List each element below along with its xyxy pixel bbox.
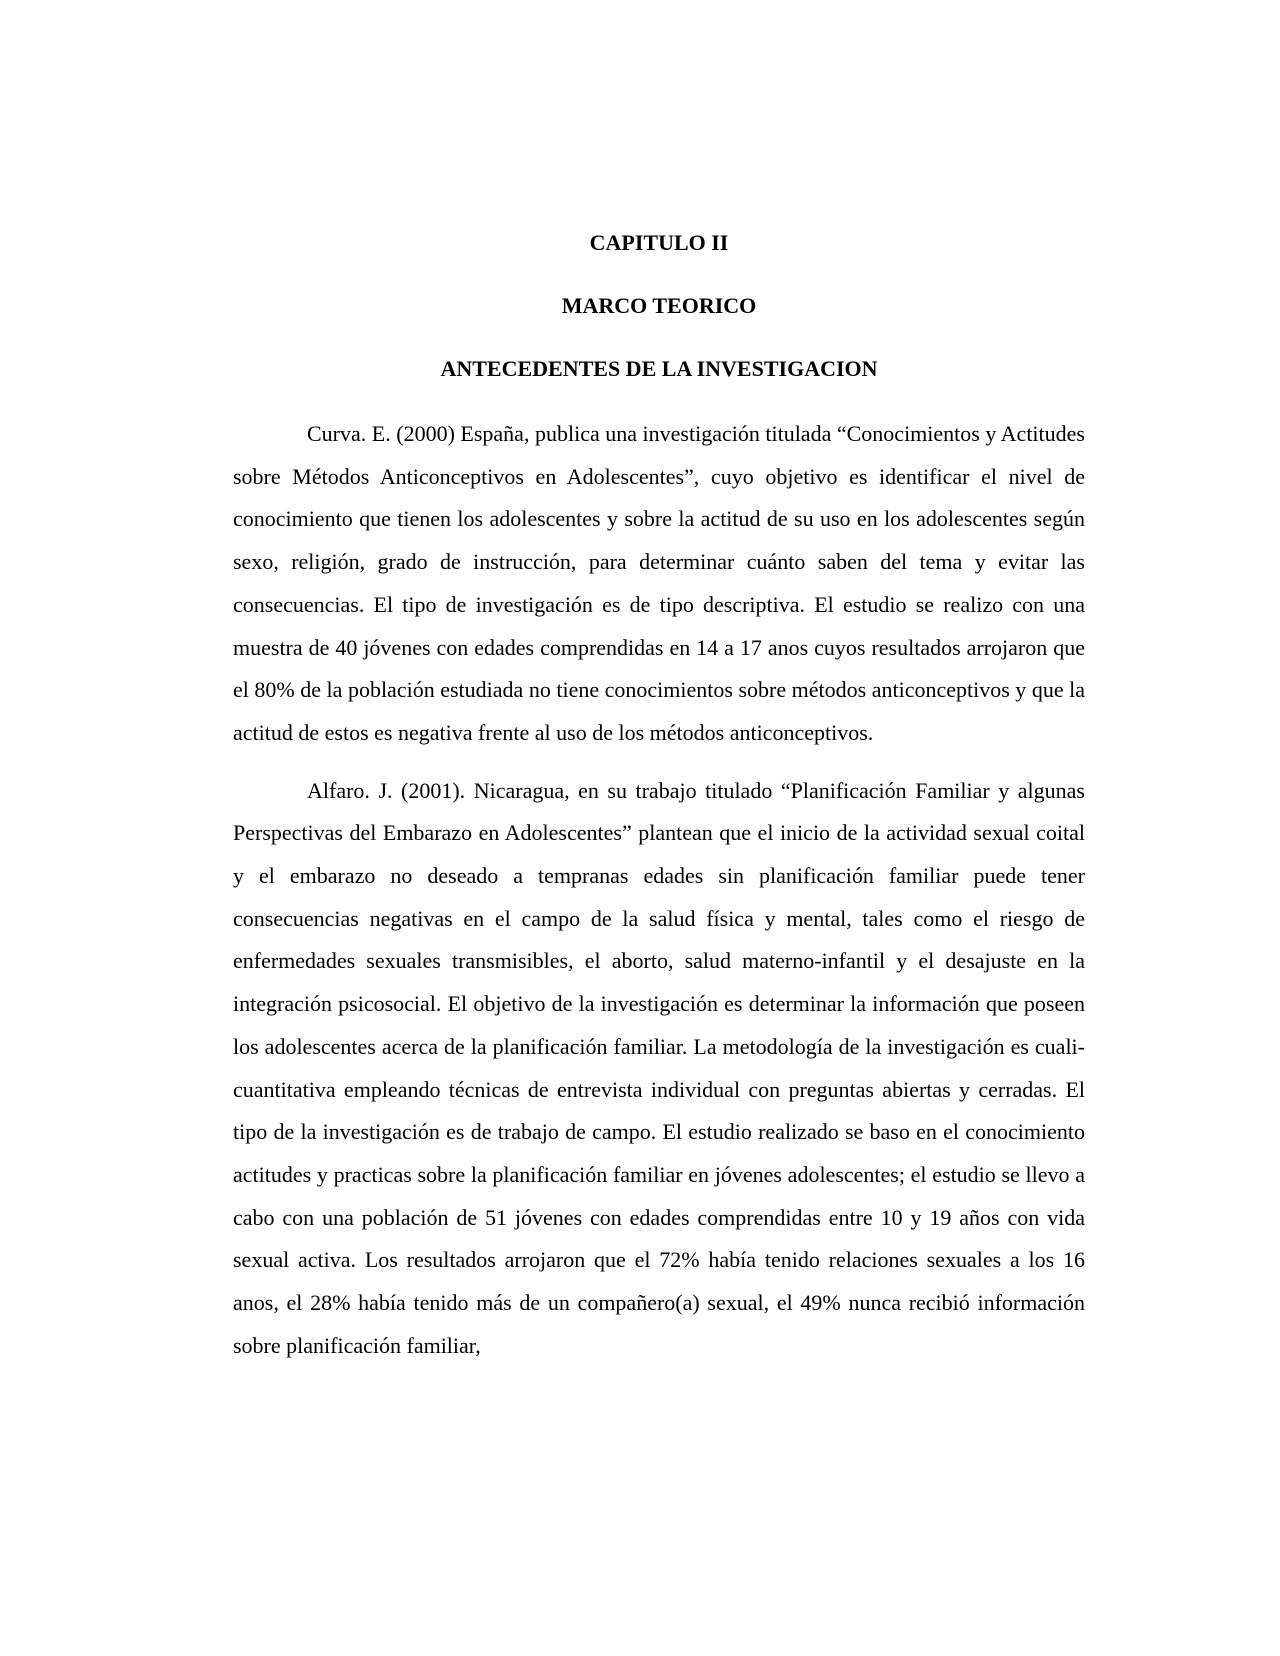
paragraph-alfaro: Alfaro. J. (2001). Nicaragua, en su trabajo titulado “Planificación Familiar y algunas Perspectivas del Embarazo en Adolescentes” plantean que el inicio de la actividad sexual coital y el embarazo no deseado a tempranas edades sin planificación familiar puede tener consecuencias negativas en el campo de la salud física y mental, tales como el riesgo de enfermedades sexuales transmisibles, el aborto, salud materno-infantil y el desajuste en la integración psicosocial. El objetivo de la investigación es determinar la información que poseen los adolescentes acerca de la planificación familiar. La metodología de la investigación es cuali-cuantitativa empleando técnicas de entrevista individual con preguntas abiertas y cerradas. El tipo de la investigación es de trabajo de campo. El estudio realizado se baso en el conocimiento actitudes y practicas sobre la planificación familiar en jóvenes adolescentes; el estudio se llevo a cabo con una población de 51 jóvenes con edades comprendidas entre 10 y 19 años con vida sexual activa. Los resultados arrojaron que el 72% había tenido relaciones sexuales a los 16 anos, el 28% había tenido más de un compañero(a) sexual, el 49% nunca recibió información sobre planificación familiar, bbox=[233, 777, 1085, 1358]
subsection-title: ANTECEDENTES DE LA INVESTIGACION bbox=[440, 356, 878, 381]
page-content bbox=[233, 228, 1085, 1367]
paragraph-curva: Curva. E. (2000) España, publica una investigación titulada “Conocimientos y Actitudes sobre Métodos Anticonceptivos en Adolescentes”, cuyo objetivo es identificar el nivel de conocimiento que tienen los adolescentes y sobre la actitud de su uso en los adolescentes según sexo, religión, grado de instrucción, para determinar cuánto saben del tema y evitar las consecuencias. El tipo de investigación es de tipo descriptiva. El estudio se realizo con una muestra de 40 jóvenes con edades comprendidas en 14 a 17 anos cuyos resultados arrojaron que el 80% de la población estudiada no tiene conocimientos sobre métodos anticonceptivos y que la actitud de estos es negativa frente al uso de los métodos anticonceptivos. bbox=[233, 421, 1085, 745]
chapter-heading: CAPITULO II bbox=[589, 230, 729, 255]
section-title: MARCO TEORICO bbox=[561, 293, 757, 318]
